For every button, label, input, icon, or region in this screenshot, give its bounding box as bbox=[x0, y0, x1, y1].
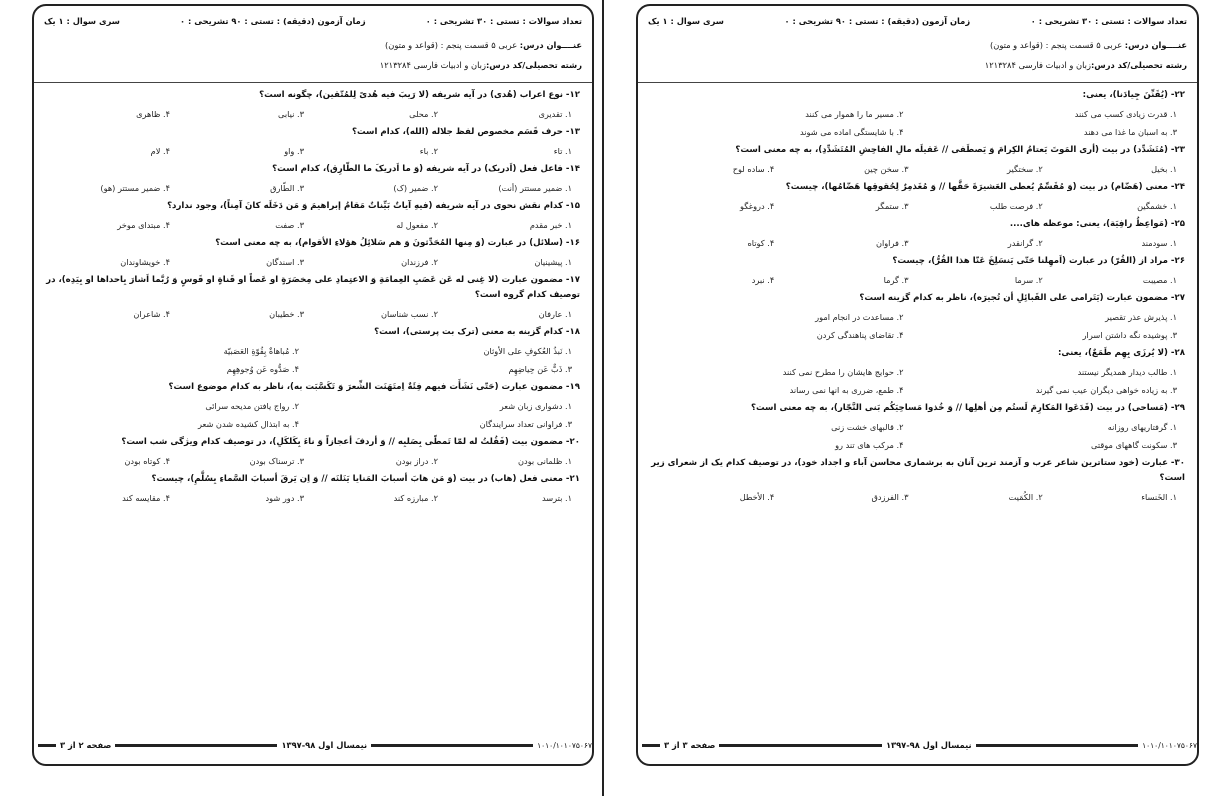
question-item bbox=[44, 162, 580, 193]
page-footer bbox=[638, 738, 1197, 752]
answer-option: ۲. گرانقدر bbox=[1007, 238, 1043, 248]
footer-term: نیمسال اول ۹۸-۱۳۹۷ bbox=[885, 740, 972, 750]
answer-options bbox=[44, 257, 580, 267]
answer-options bbox=[44, 183, 580, 193]
answer-option: ۴. خویشاوندان bbox=[120, 257, 170, 267]
question-text: ۳۰- عبارت (خود ستاترین شاعر عرب و آزمند ترین آنان به برشماری محاسن آباء و اجداد خود)، در توصیف کدام یک از شعرای زیر است؟ bbox=[651, 458, 1185, 483]
answer-option: ۴. کوتاه bbox=[747, 238, 775, 248]
question-item bbox=[44, 435, 580, 466]
answer-options bbox=[648, 422, 1185, 450]
answer-option: ۱. مصیبت bbox=[1142, 275, 1177, 285]
answer-options bbox=[648, 164, 1185, 174]
answer-option: ۲. الکُمَیت bbox=[1008, 492, 1043, 502]
question-item bbox=[44, 88, 580, 119]
answer-option: ۴. کوتاه بودن bbox=[124, 456, 170, 466]
answer-option: ۲. دراز بودن bbox=[395, 456, 438, 466]
answer-options bbox=[648, 312, 1185, 340]
answer-option: ۳. خطیبان bbox=[269, 309, 304, 319]
answer-option: ۱. تاء bbox=[553, 146, 572, 156]
question-text: ۱۷- مضمون عبارت (لا غِنی له عَن عَصَبِ العِمامَةِ وَ الاعتِمادِ علی مِخصَرَةٍ او عَصاً او قَناةٍ او قَوسٍ وَ رُبَّما اَشارَ بِاحداها او بِیَدِه)، در توصیف کدام گروه است؟ bbox=[46, 275, 580, 300]
answer-option: ۳. ترسناک بودن bbox=[249, 456, 304, 466]
answer-option: ۳. ذَبٌّ عَن حِیاضِهِم bbox=[508, 364, 572, 374]
question-item bbox=[648, 217, 1185, 248]
answer-option: ۲. سرما bbox=[1014, 275, 1043, 285]
question-text: ۲۲- (یُقَنِّنَ جِیادَنا)، یعنی: bbox=[1082, 90, 1185, 100]
question-item bbox=[44, 325, 580, 374]
answer-option: ۳. الطّارق bbox=[270, 183, 304, 193]
exam-header bbox=[638, 6, 1197, 83]
footer-rule bbox=[976, 744, 1138, 747]
answer-option: ۲. نسب شناسان bbox=[380, 309, 438, 319]
question-item bbox=[44, 199, 580, 230]
answer-option: ۲. مفعول له bbox=[396, 220, 438, 230]
answer-option: ۱. بخیل bbox=[1151, 164, 1177, 174]
exam-time: زمان آزمون (دقیقه) : تستی : ۹۰ تشریحی : ۰ bbox=[784, 16, 971, 26]
answer-option: ۳. واو bbox=[284, 146, 304, 156]
answer-option: ۳. به اسبان ما غذا می دهند bbox=[1083, 127, 1177, 137]
answer-option: ۳. دور شود bbox=[265, 493, 304, 503]
question-text: ۱۶- (سلائل) در عبارت (وَ مِنها المُحَدِّثونَ وَ هم سَلائِلُ هؤلاءِ الأقوام)، به چه معنی است؟ bbox=[215, 238, 580, 248]
course-title: عنــــوان درس: عربی ۵ قسمت پنجم : (قواعد و متون) bbox=[384, 40, 582, 50]
answer-option: ۲. قالبهای خشت زنی bbox=[831, 422, 904, 432]
answer-option: ۴. ساده لوح bbox=[732, 164, 775, 174]
question-item bbox=[648, 180, 1185, 211]
question-item bbox=[648, 291, 1185, 340]
question-series: سری سوال : ۱ یک bbox=[648, 16, 724, 26]
question-item bbox=[44, 472, 580, 503]
question-item bbox=[44, 236, 580, 267]
answer-option: ۱. تقدیری bbox=[538, 109, 572, 119]
answer-option: ۲. مساعدت در انجام امور bbox=[815, 312, 904, 322]
answer-option: ۲. فرصت طلب bbox=[989, 201, 1043, 211]
answer-option: ۴. مقایسه کند bbox=[122, 493, 170, 503]
answer-option: ۳. فراوانی تعداد سرایندگان bbox=[479, 419, 572, 429]
answer-options bbox=[44, 309, 580, 319]
answer-options bbox=[44, 493, 580, 503]
question-item bbox=[44, 380, 580, 429]
answer-option: ۲. محلی bbox=[409, 109, 438, 119]
answer-option: ۴. مرکب های تند رو bbox=[835, 440, 904, 450]
question-item bbox=[648, 401, 1185, 450]
exam-time: زمان آزمون (دقیقه) : تستی : ۹۰ تشریحی : ۰ bbox=[180, 16, 366, 26]
answer-option: ۲. باء bbox=[419, 146, 438, 156]
answer-option: ۳. نیابی bbox=[278, 109, 304, 119]
question-text: ۲۱- معنی فعل (هاب) در بیت (وَ مَن هابَ أسبابَ المَنایا یَنَلنَه // وَ اِن یَرقَ أسبابَ السَّماءِ بِسُلَّمِ)، چیست؟ bbox=[151, 474, 580, 484]
answer-option: ۳. فراوان bbox=[875, 238, 909, 248]
answer-option: ۲. مبارزه کند bbox=[393, 493, 438, 503]
question-list bbox=[44, 88, 580, 509]
exam-header bbox=[34, 6, 592, 83]
answer-options bbox=[648, 238, 1185, 248]
answer-option: ۲. حوایج هایشان را مطرح نمی کنند bbox=[782, 367, 904, 377]
answer-option: ۴. تقاضای پناهندگی کردن bbox=[816, 330, 904, 340]
answer-option: ۳. سخن چین bbox=[864, 164, 909, 174]
answer-option: ۴. لام bbox=[150, 146, 170, 156]
answer-option: ۳. اسندگان bbox=[266, 257, 304, 267]
question-text: ۱۲- نوع اعراب (هُدی) در آیه شریفه (لا رَیبَ فیه هُدیً لِلمُتّقین)، چگونه است؟ bbox=[259, 90, 580, 100]
answer-option: ۳. صفت bbox=[275, 220, 304, 230]
question-text: ۲۹- (مَساحی) در بیت (قَدَعَوا المَکارِمَ لَستُم مِن أهلِها // وَ خُذوا مَساحِیَکُم بَنی النَّجّار)، به چه معنی است؟ bbox=[750, 403, 1185, 413]
question-text: ۲۳- (مُتَشَدِّد) در بیت (أری المَوتَ یَعتامُ الکِرامَ وَ یَصطَفی // عَقیلَه مالِ الفاحِشِ المُتَشَدِّدِ)، به چه معنی است؟ bbox=[735, 145, 1185, 155]
answer-options bbox=[648, 275, 1185, 285]
question-text: ۲۰- مضمون بیت (فَقُلتُ له لمّا تَمطّی بِصَلبِه // وَ أردفَ أعجازاً وَ ناءَ بِکَلکَلِ)، در توصیف کدام ویژگی شب است؟ bbox=[121, 437, 580, 447]
footer-rule bbox=[115, 744, 277, 747]
field-code: رشته تحصیلی/کد درس:زبان و ادبیات فارسی ۱۲۱۳۲۸۴ bbox=[984, 60, 1187, 70]
answer-option: ۴. الأخطل bbox=[739, 492, 775, 502]
answer-option: ۴. ظاهری bbox=[136, 109, 170, 119]
answer-option: ۴. ضمیر مستتر (هو) bbox=[100, 183, 170, 193]
course-title: عنــــوان درس: عربی ۵ قسمت پنجم : (قواعد و متون) bbox=[989, 40, 1187, 50]
footer-term: نیمسال اول ۹۸-۱۳۹۷ bbox=[281, 740, 368, 750]
question-text: ۲۸- (لا یُرزَی بِهِم طَمَعٌ)، یعنی: bbox=[1057, 348, 1185, 358]
footer-page-number: صفحه ۳ از ۳ bbox=[664, 740, 716, 750]
question-item bbox=[648, 88, 1185, 137]
answer-option: ۲. فرزندان bbox=[401, 257, 438, 267]
question-item bbox=[648, 456, 1185, 502]
answer-option: ۴. با شایستگی اماده می شوند bbox=[799, 127, 904, 137]
answer-options bbox=[44, 109, 580, 119]
answer-option: ۴. دروغگو bbox=[740, 201, 775, 211]
question-text: ۲۵- (مَواعِظُ رافِیَة)، یعنی: موعظه های.... bbox=[1009, 219, 1185, 229]
answer-option: ۴. به ابتذال کشیده شدن شعر bbox=[198, 419, 299, 429]
question-text: ۲۶- مراد از (القُرّ) در عبارت (اَمهِلنا حَتّی یَنسَلِخَ عَنّا هذا القُرُّ)، چیست؟ bbox=[892, 256, 1185, 266]
footer-rule bbox=[719, 744, 881, 747]
page-frame bbox=[32, 4, 594, 766]
answer-options bbox=[648, 109, 1185, 137]
page-footer bbox=[34, 738, 592, 752]
footer-rule bbox=[38, 744, 56, 747]
answer-option: ۲. مسیر ما را هموار می کنند bbox=[805, 109, 904, 119]
question-text: ۱۳- حرف قَسَم مخصوص لفظ جلاله (الله)، کدام است؟ bbox=[351, 127, 580, 137]
answer-option: ۱. عارفان bbox=[538, 309, 572, 319]
answer-option: ۴. مبتدای موخر bbox=[117, 220, 170, 230]
answer-option: ۱. خبر مقدم bbox=[529, 220, 572, 230]
answer-option: ۱. نَبذُ العُکوفِ علی الأوثان bbox=[483, 346, 572, 356]
question-text: ۱۹- مضمون عبارت (حَتّی نَشَأَت فیهم فِئَةٌ اِمتَهَنَت الشِّعرَ وَ تَکَسَّبَت به)، ناظر به کدام موضوع است؟ bbox=[168, 382, 580, 392]
answer-options bbox=[44, 401, 580, 429]
question-count: تعداد سوالات : تستی : ۳۰ تشریحی : ۰ bbox=[1030, 16, 1187, 26]
answer-options bbox=[648, 492, 1185, 502]
exam-page-3 bbox=[606, 0, 1209, 796]
answer-option: ۱. خشمگین bbox=[1137, 201, 1177, 211]
answer-option: ۳. به زیاده خواهی دیگران عیب نمی گیرند bbox=[1035, 385, 1177, 395]
question-list bbox=[648, 88, 1185, 508]
answer-options bbox=[44, 346, 580, 374]
answer-options bbox=[44, 220, 580, 230]
question-count: تعداد سوالات : تستی : ۳۰ تشریحی : ۰ bbox=[425, 16, 582, 26]
footer-code: ۱۰۱۰/۱۰۱۰۷۵۰۶۷ bbox=[1142, 740, 1197, 750]
question-item bbox=[648, 143, 1185, 174]
answer-option: ۳. گرما bbox=[883, 275, 909, 285]
answer-option: ۱. سودمند bbox=[1141, 238, 1177, 248]
answer-options bbox=[44, 456, 580, 466]
answer-option: ۳. سکونت گاههای موقتی bbox=[1091, 440, 1177, 450]
footer-rule bbox=[642, 744, 660, 747]
page-frame bbox=[636, 4, 1199, 766]
question-text: ۲۷- مضمون عبارت (یَتَرامی علی القَبائِلِ أن تُجیرَه)، ناظر به کدام گزینه است؟ bbox=[859, 293, 1185, 303]
footer-code: ۱۰۱۰/۱۰۱۰۷۵۰۶۷ bbox=[537, 740, 592, 750]
question-text: ۱۴- فاعل فعل (اَدریک) در آیه شریفه (وَ ما اَدریکَ ما الطّارِق)، کدام است؟ bbox=[272, 164, 580, 174]
answer-options bbox=[648, 201, 1185, 211]
answer-option: ۲. رواج یافتن مدیحه سرائی bbox=[205, 401, 299, 411]
answer-option: ۲. مُباهاةٌ بِقُوّةِ العَصَبیّة bbox=[223, 346, 299, 356]
answer-option: ۴. صَدُّوه عَن وُجوهِهِم bbox=[226, 364, 299, 374]
answer-option: ۳. ستمگر bbox=[875, 201, 909, 211]
question-text: ۲۴- معنی (هَضّام) در بیت (وَ مُقَسِّمٌ یُعطی العَشیرَةَ حَقَّها // وَ مُغَذمِرٌ لِحُقوقِها هَضّامُها)، چیست؟ bbox=[785, 182, 1185, 192]
answer-option: ۱. پذیرش عذر تقصیر bbox=[1105, 312, 1177, 322]
question-item bbox=[648, 254, 1185, 285]
answer-option: ۱. دشواری زبان شعر bbox=[499, 401, 572, 411]
field-code: رشته تحصیلی/کد درس:زبان و ادبیات فارسی ۱۲۱۳۲۸۴ bbox=[379, 60, 582, 70]
answer-option: ۱. قدرت زیادی کسب می کنند bbox=[1074, 109, 1177, 119]
answer-option: ۴. شاعران bbox=[133, 309, 170, 319]
answer-option: ۱. گرفتاریهای روزانه bbox=[1107, 422, 1177, 432]
answer-options bbox=[648, 367, 1185, 395]
question-text: ۱۸- کدام گزینه به معنی (ترک بت پرستی)، است؟ bbox=[374, 327, 580, 337]
answer-option: ۳. پوشیده نگه داشتن اسرار bbox=[1082, 330, 1177, 340]
answer-option: ۲. سختگیر bbox=[1007, 164, 1043, 174]
answer-option: ۳. الفرزدق bbox=[871, 492, 909, 502]
footer-page-number: صفحه ۲ از ۳ bbox=[60, 740, 112, 750]
answer-option: ۱. پیشینیان bbox=[534, 257, 572, 267]
question-series: سری سوال : ۱ یک bbox=[44, 16, 120, 26]
answer-option: ۱. ظلمانی بودن bbox=[518, 456, 572, 466]
answer-option: ۱. الخَنساء bbox=[1141, 492, 1177, 502]
answer-option: ۱. بترسد bbox=[541, 493, 572, 503]
answer-options bbox=[44, 146, 580, 156]
question-item bbox=[44, 273, 580, 319]
answer-option: ۴. طمع، ضرری به انها نمی رساند bbox=[789, 385, 904, 395]
answer-option: ۱. ضمیر مستتر (أنت) bbox=[498, 183, 572, 193]
answer-option: ۱. طالب دیدار همدیگر نیستند bbox=[1077, 367, 1177, 377]
exam-page-2 bbox=[0, 0, 604, 796]
question-item bbox=[648, 346, 1185, 395]
question-text: ۱۵- کدام نقش نحوی در آیه شریفه (فیهِ آیاتٌ بَیِّناتٌ مَقامُ إبراهیمَ وَ مَن دَخَلَه کانَ آمِناً)، وجود ندارد؟ bbox=[167, 201, 580, 211]
question-item bbox=[44, 125, 580, 156]
footer-rule bbox=[371, 744, 533, 747]
answer-option: ۴. نبرد bbox=[751, 275, 775, 285]
answer-option: ۲. ضمیر (ک) bbox=[393, 183, 438, 193]
